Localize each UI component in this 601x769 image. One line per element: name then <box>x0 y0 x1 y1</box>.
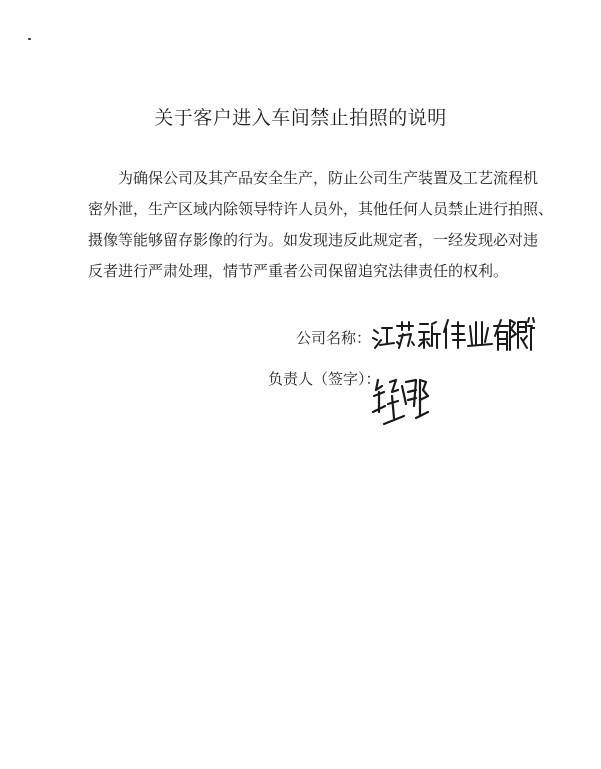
company-signature <box>370 312 535 352</box>
responsible-person-label: 负责人（签字）： <box>268 370 381 388</box>
body-line: 为确保公司及其产品安全生产，防止公司生产装置及工艺流程机 <box>118 169 539 187</box>
company-name-label: 公司名称： <box>296 329 372 347</box>
person-signature <box>370 372 436 430</box>
body-line: 摄像等能够留存影像的行为。如发现违反此规定者，一经发现必对违 <box>88 231 539 249</box>
body-line: 密外泄，生产区域内除领导特许人员外，其他任何人员禁止进行拍照、 <box>88 200 554 218</box>
scan-speck <box>28 38 31 40</box>
body-paragraph <box>88 163 554 287</box>
body-line: 反者进行严肃处理，情节严重者公司保留追究法律责任的权利。 <box>88 262 509 280</box>
page-title: 关于客户进入车间禁止拍照的说明 <box>154 107 447 129</box>
